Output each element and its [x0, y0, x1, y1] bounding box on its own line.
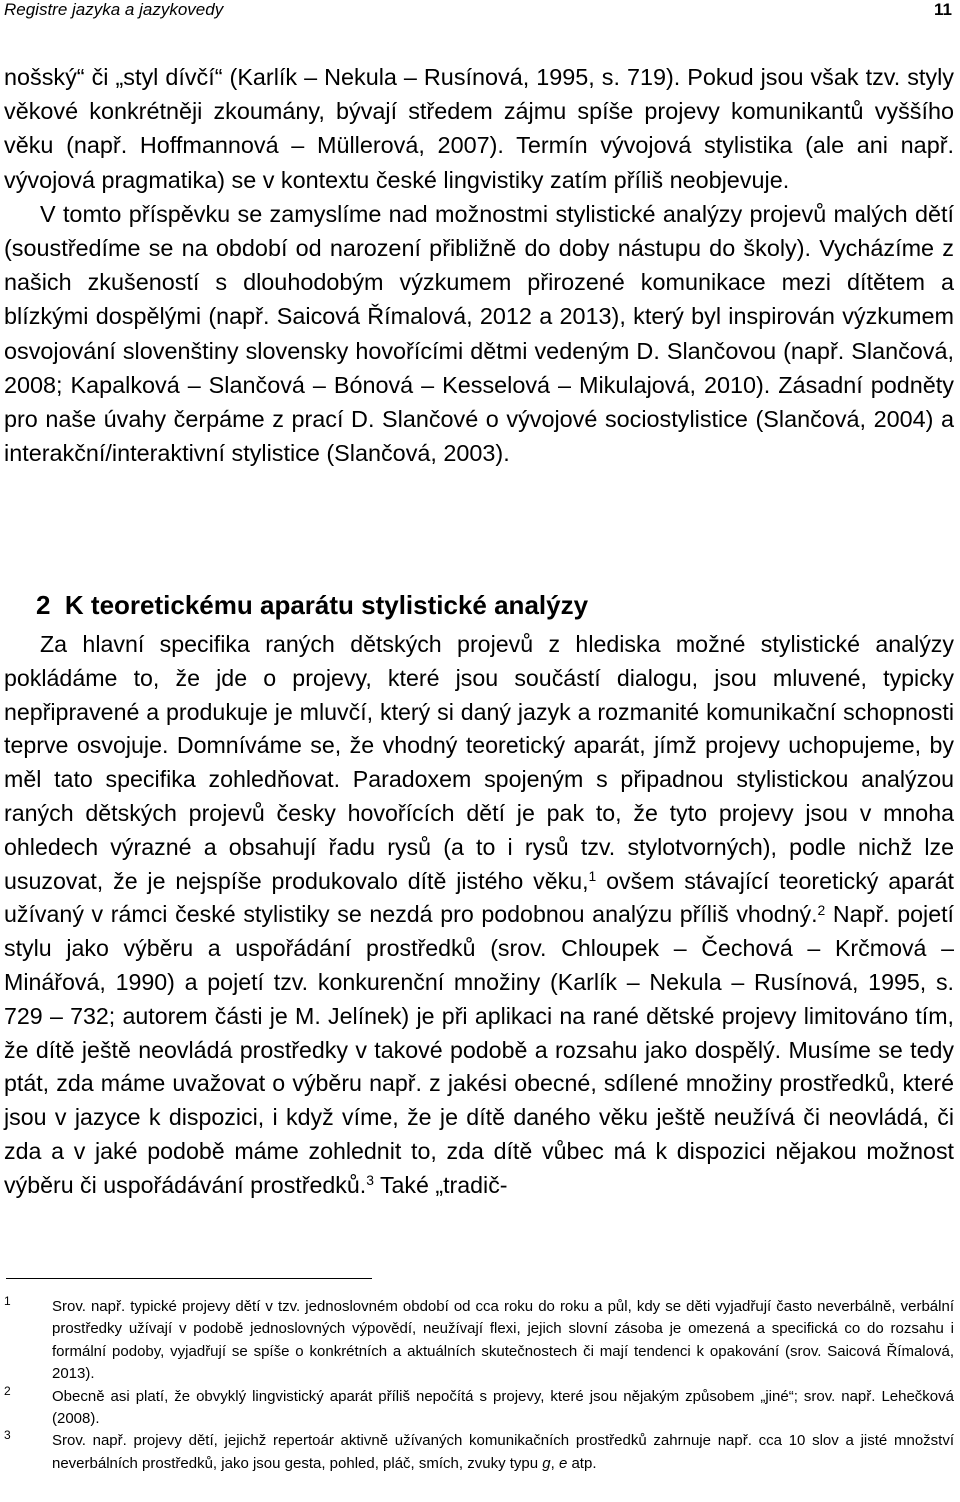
- paragraph-text: Za hlavní specifika raných dětských projevů z hlediska možné stylistické analýzy pokládáme to, že jde o projevy, které jsou součástí dialogu, jsou mluvené, typicky nepřipravené a produkuje je mluvčí, který si daný jazyk a rozmanité komunikační schopnosti teprve osvojuje. Domníváme se, že vhodný teoretický aparát, jímž projevy uchopujeme, by měl tato specifika zohledňovat. Paradoxem spojeným s připadnou stylistickou analýzou raných dětských projevů česky hovořících dětí je pak to, že tyto projevy jsou v mnoha ohledech výrazné a obsahují řadu rysů (a to i rysů tzv. stylotvorných), podle nichž lze usuzovat, že je nejspíše produkovalo dítě jistého věku,: [4, 631, 954, 894]
- footnote-ref-3[interactable]: 3: [366, 1172, 374, 1189]
- footnote-italic-term: g: [542, 1454, 551, 1472]
- footnote-mark: 2: [4, 1383, 11, 1398]
- footnote-2: [4, 1383, 954, 1431]
- page-header: [0, 0, 960, 24]
- paragraph-text: Např. pojetí stylu jako výběru a uspořádání prostředků (srov. Chloupek – Čechová – Krčmová – Minářová, 1990) a pojetí tzv. konkurenční množiny (Karlík – Nekula – Rusínová, 1995, s. 729 – 732; autorem části je M. Jelínek) je při aplikaci na rané dětské projevy limitováno tím, že dítě ještě neovládá prostředky v takové podobě a rozsahu jako dospělý. Musíme se tedy ptát, zda máme uvažovat o výběru např. z jakési obecné, sdílené množiny prostředků, které jsou v jazyce k dispozici, i když víme, že je dítě daného věku ještě neužívá či neovládá, či zda a v jaké podobě máme zohlednit to, zda dítě vůbec má k dispozici nějakou možnost výběru či uspořádávání prostředků.: [4, 901, 954, 1198]
- footnote-ref-2[interactable]: 2: [817, 901, 826, 918]
- footnote-3: [4, 1430, 954, 1475]
- footnote-ref-1[interactable]: 1: [588, 867, 597, 884]
- section-number: 2: [36, 590, 51, 620]
- section-body: [4, 628, 954, 1203]
- footnote-text-part: ,: [550, 1454, 559, 1472]
- footnote-italic-term: e: [558, 1454, 568, 1472]
- footnote-mark: 1: [4, 1294, 11, 1308]
- section-heading: [36, 590, 588, 621]
- paragraph: V tomto příspěvku se zamyslíme nad možnostmi stylistické analýzy projevů malých dětí (soustředíme se na období od narození přibližně do doby nástupu do školy). Vycházíme z našich zkušeností s dlouhodobým výzkumem přirozené komunikace mezi dítětem a blízkými dospělými (např. Saicová Římalová, 2012 a 2013), který byl inspirován výzkumem osvojování slovenštiny slovensky hovořícími dětmi vedeným D. Slančovou (např. Slančová, 2008; Kapalková – Slančová – Bónová – Kesselová – Mikulajová, 2010). Zásadní podněty pro naše úvahy čerpáme z prací D. Slančové o vývojové sociostylistice (Slančová, 2004) a interakční/interaktivní stylistice (Slančová, 2003).: [4, 200, 954, 467]
- footnotes: [4, 1296, 954, 1475]
- footnote-text-part: Srov. např. projevy dětí, jejichž repertoár aktivně užívaných komunikačních prostředků zahrnuje např. cca 10 slov a jisté množství neverbálních prostředků, jako jsou gesta, pohled, pláč, smích, zvuky typu: [52, 1432, 954, 1472]
- page-number: 11: [934, 0, 952, 19]
- footnote-text-part: atp.: [567, 1454, 597, 1472]
- footnote-text: Obecně asi platí, že obvyklý lingvistický aparát příliš nepočítá s projevy, které jsou nějakým způsobem „jiné“; srov. např. Lehečková (2008).: [52, 1387, 954, 1428]
- footnote-text: Srov. např. typické projevy dětí v tzv. jednoslovném období od cca roku do roku a půl, kdy se děti vyjadřují často neverbálně, verbální prostředky užívají v podobě jednoslovných výpovědí, neužívají flexi, jejich slovní zásoba je omezená a specifická co do rozsahu i formální podoby, vyjadřují se spíše o konkrétních a aktuálních skutečnostech či mají tendenci k opakování (srov. Saicová Římalová, 2013).: [52, 1298, 954, 1383]
- section-title-text: K teoretickému aparátu stylistické analýzy: [64, 590, 589, 620]
- running-title: Registre jazyka a jazykovedy: [4, 0, 224, 19]
- footnote-1: [4, 1296, 954, 1386]
- footnote-text: [52, 1432, 954, 1471]
- footnote-mark: 3: [4, 1428, 11, 1443]
- paragraph-text: ovšem stávající teoretický aparát užívaný v rámci české stylistiky se nezdá pro podobnou analýzu příliš vhodný.: [4, 867, 954, 928]
- paragraph-text: Také „tradič-: [373, 1171, 508, 1198]
- intro-text: [4, 60, 954, 470]
- footnote-separator: [6, 1278, 372, 1279]
- paragraph-continued: nošský“ či „styl dívčí“ (Karlík – Nekula – Rusínová, 1995, s. 719). Pokud jsou však tzv. styly věkové konkrétněji zkoumány, bývají středem zájmu spíše projevy komunikantů vyššího věku (např. Hoffmannová – Müllerová, 2007). Termín vývojová stylistika (ale ani např. vývojová pragmatika) se v kontextu české lingvistiky zatím příliš neobjevuje.: [4, 64, 954, 193]
- paragraph: [4, 628, 954, 1203]
